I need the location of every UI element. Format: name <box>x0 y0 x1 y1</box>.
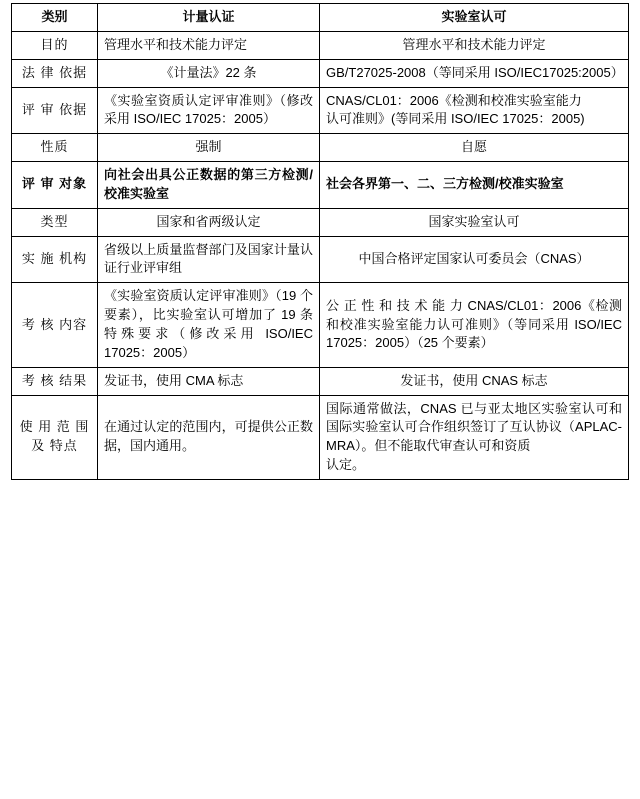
row-category: 实 施 机构 <box>12 236 98 283</box>
table-row <box>12 59 629 87</box>
row-metrology-value: 《实验室资质认定评审准则》（19 个要素），比实验室认可增加了 19 条特殊要求（修改采用 ISO/IEC 17025：2005） <box>98 283 320 367</box>
table-row <box>12 236 629 283</box>
row-metrology-value: 在通过认定的范围内，可提供公正数据，国内通用。 <box>98 395 320 479</box>
header-cell-metrology: 计量认证 <box>98 4 320 32</box>
row-accreditation-value: 管理水平和技术能力评定 <box>320 31 629 59</box>
row-metrology-value: 《计量法》22 条 <box>98 59 320 87</box>
table-row <box>12 31 629 59</box>
row-category: 评 审 对象 <box>12 162 98 209</box>
row-accreditation-value: 社会各界第一、二、三方检测/校准实验室 <box>320 162 629 209</box>
row-metrology-value: 强制 <box>98 134 320 162</box>
table-row <box>12 208 629 236</box>
row-category: 考 核 内容 <box>12 283 98 367</box>
row-metrology-value: 国家和省两级认定 <box>98 208 320 236</box>
table-row <box>12 162 629 209</box>
row-metrology-value: 管理水平和技术能力评定 <box>98 31 320 59</box>
row-category: 性质 <box>12 134 98 162</box>
table-row <box>12 134 629 162</box>
row-metrology-value: 发证书，使用 CMA 标志 <box>98 367 320 395</box>
table-body <box>12 4 629 480</box>
table-row <box>12 367 629 395</box>
row-category: 评 审 依据 <box>12 87 98 134</box>
row-category: 考 核 结果 <box>12 367 98 395</box>
comparison-table <box>11 3 629 480</box>
row-category: 使 用 范 围 及 特点 <box>12 395 98 479</box>
row-accreditation-value: 国家实验室认可 <box>320 208 629 236</box>
row-accreditation-value: 中国合格评定国家认可委员会（CNAS） <box>320 236 629 283</box>
row-category: 法 律 依据 <box>12 59 98 87</box>
row-metrology-value: 向社会出具公正数据的第三方检测/校准实验室 <box>98 162 320 209</box>
row-accreditation-value: CNAS/CL01：2006《检测和校准实验室能力 认可准则》(等同采用 ISO/IEC 17025：2005) <box>320 87 629 134</box>
row-accreditation-value: 自愿 <box>320 134 629 162</box>
row-accreditation-value: 公 正 性 和 技 术 能 力 CNAS/CL01：2006《检测和校准实验室能力认可准则》（等同采用 ISO/IEC 17025：2005）（25 个要素） <box>320 283 629 367</box>
table-header-row <box>12 4 629 32</box>
table-row <box>12 395 629 479</box>
header-cell-accreditation: 实验室认可 <box>320 4 629 32</box>
row-category: 类型 <box>12 208 98 236</box>
row-metrology-value: 省级以上质量监督部门及国家计量认证行业评审组 <box>98 236 320 283</box>
row-category: 目的 <box>12 31 98 59</box>
table-row <box>12 87 629 134</box>
row-accreditation-value: GB/T27025-2008（等同采用 ISO/IEC17025:2005） <box>320 59 629 87</box>
row-accreditation-value: 国际通常做法，CNAS 已与亚太地区实验室认可和国际实验室认可合作组织签订了互认协议（APLAC-MRA）。但不能取代审查认可和资质 认定。 <box>320 395 629 479</box>
row-metrology-value: 《实验室资质认定评审准则》（修改采用 ISO/IEC 17025：2005） <box>98 87 320 134</box>
table-row <box>12 283 629 367</box>
header-cell-category: 类别 <box>12 4 98 32</box>
row-accreditation-value: 发证书，使用 CNAS 标志 <box>320 367 629 395</box>
